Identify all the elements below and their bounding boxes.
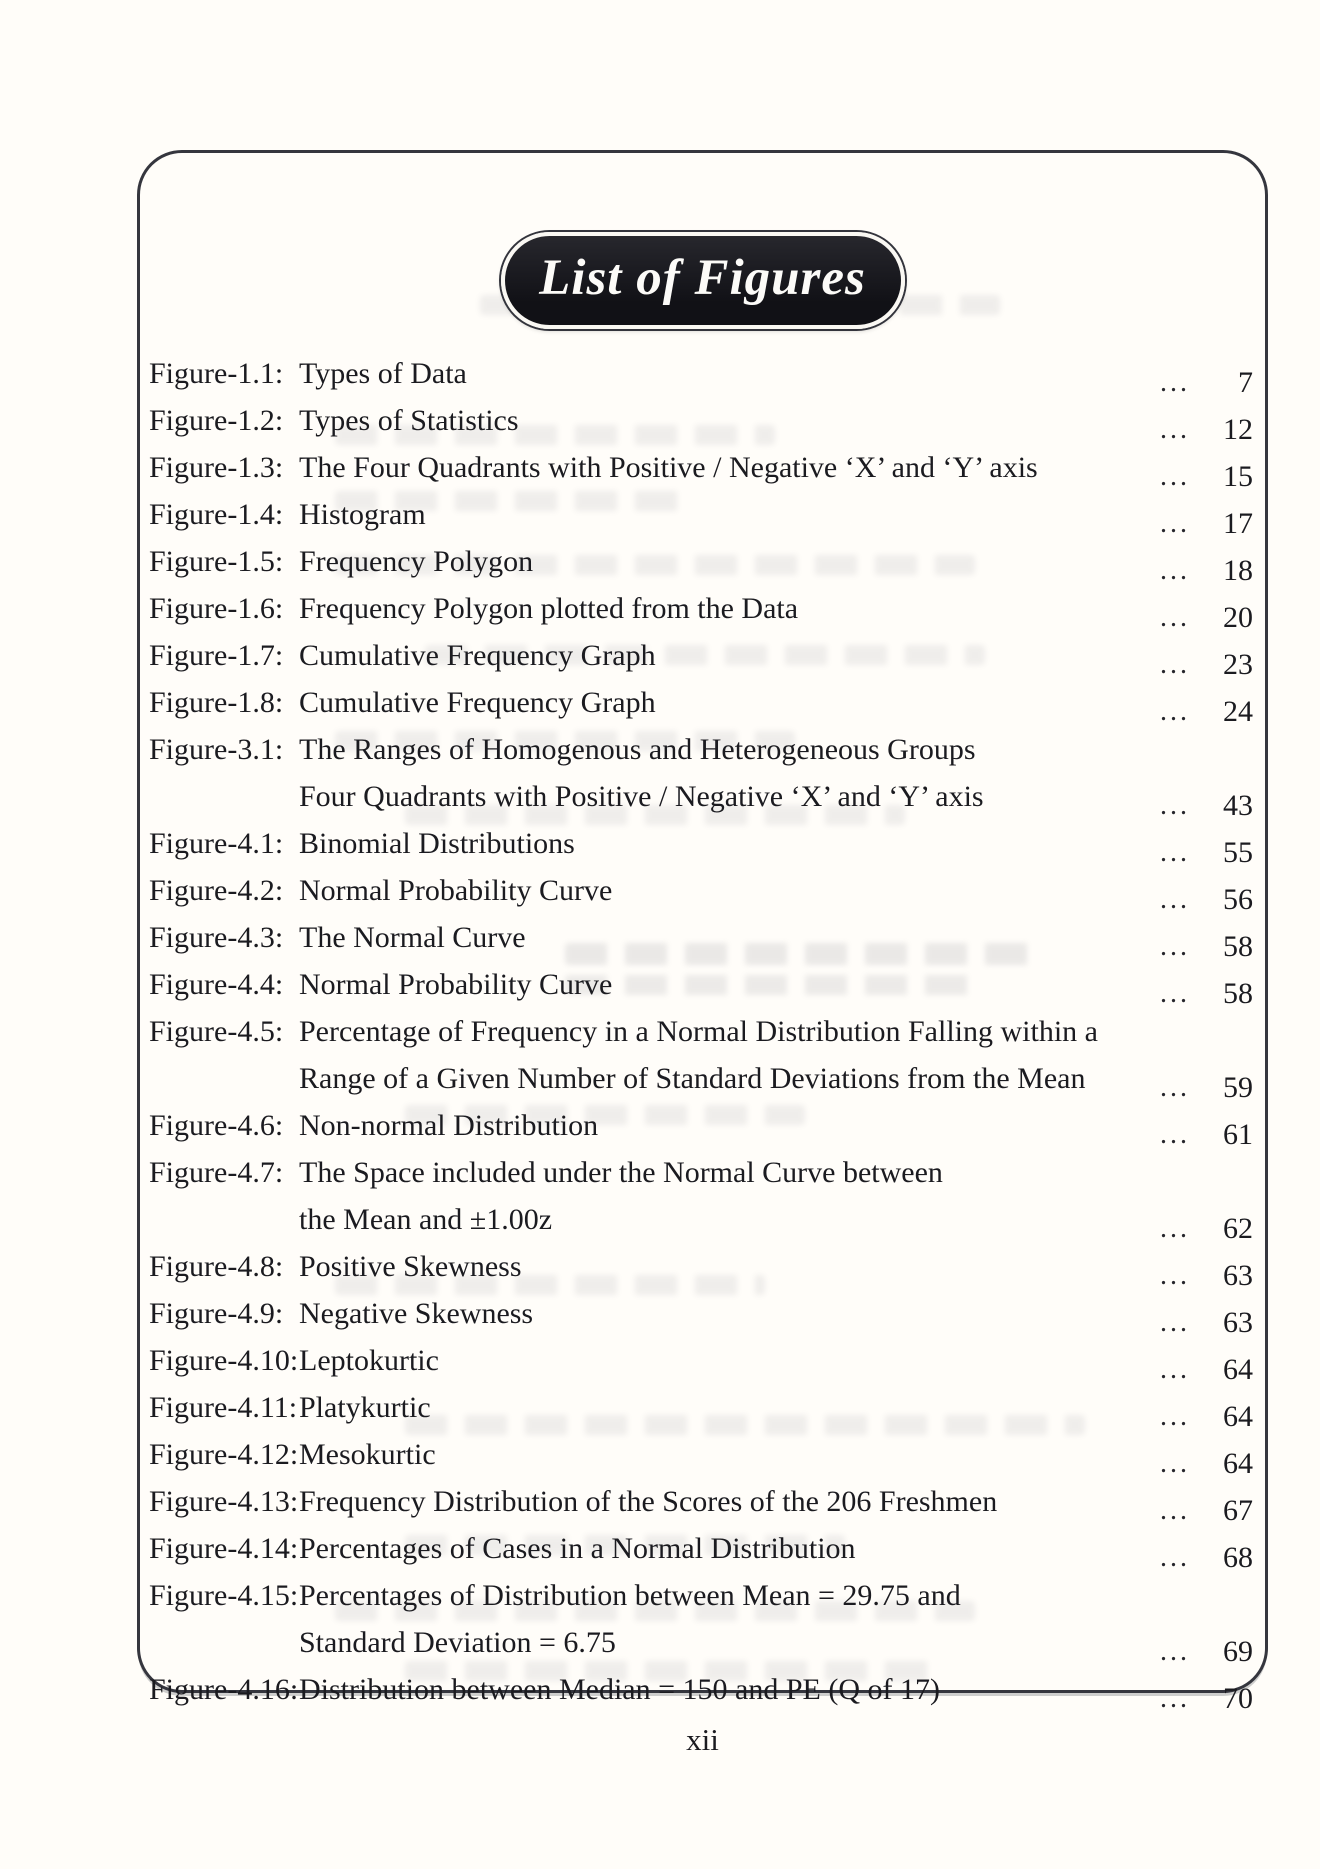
dots-leader: ... [1160,978,1190,1009]
figure-title [299,1384,1139,1431]
dots-leader: ... [1160,602,1190,633]
page-number: 62 [1223,1212,1253,1245]
figure-title-line: Binomial Distributions [299,827,575,860]
page-number: 58 [1223,930,1253,963]
figure-entry-row [149,1102,1253,1149]
figure-entry-row [149,679,1253,726]
figure-label: Figure-4.13: [149,1485,299,1518]
page-number: 7 [1238,366,1253,399]
figure-label: Figure-4.5: [149,1015,284,1048]
dots-leader: ... [1160,414,1190,445]
page-number: 43 [1223,789,1253,822]
page-number: 69 [1223,1635,1253,1668]
figure-title-line: The Ranges of Homogenous and Heterogeneous Groups [299,733,976,766]
figure-title [299,350,1139,397]
figure-entry-row [149,350,1253,397]
dots-leader: ... [1160,1495,1190,1526]
dots-leader: ... [1160,1072,1190,1103]
figure-title-line: Negative Skewness [299,1297,534,1330]
figure-entry-row [149,444,1253,491]
figure-entry-row [149,726,1253,820]
figure-title [299,914,1139,961]
figure-entry-row [149,914,1253,961]
page-number: 64 [1223,1447,1253,1480]
figure-title-line: Normal Probability Curve [299,968,613,1001]
figure-title [299,1525,1139,1572]
dots-leader: ... [1160,884,1190,915]
page-number: 61 [1223,1118,1253,1151]
figure-title-line: Cumulative Frequency Graph [299,639,656,672]
dots-leader: ... [1160,1683,1190,1714]
dots-leader: ... [1160,1260,1190,1291]
figure-label: Figure-4.15: [149,1579,299,1612]
figure-title [299,397,1139,444]
dots-leader: ... [1160,931,1190,962]
figure-label: Figure-4.1: [149,827,284,860]
figure-label: Figure-4.7: [149,1156,284,1189]
figure-label: Figure-3.1: [149,733,284,766]
figure-label: Figure-4.2: [149,874,284,907]
figure-entry-row [149,1525,1253,1572]
figure-label: Figure-4.11: [149,1391,298,1424]
dots-leader: ... [1160,508,1190,539]
dots-leader: ... [1160,1354,1190,1385]
page-number: 15 [1223,460,1253,493]
figure-entry-row [149,867,1253,914]
figure-title [299,1149,1139,1243]
page-number: 55 [1223,836,1253,869]
page-title [501,232,905,329]
figure-entry-row [149,397,1253,444]
figure-entry-row [149,1431,1253,1478]
dots-leader: ... [1160,1542,1190,1573]
figure-title [299,1008,1139,1102]
figure-label: Figure-4.12: [149,1438,299,1471]
dots-leader: ... [1160,790,1190,821]
figure-title-line: Frequency Polygon [299,545,534,578]
figure-title [299,1337,1139,1384]
figure-label: Figure-4.6: [149,1109,284,1142]
figure-entry-row [149,585,1253,632]
figure-list [140,350,1265,1713]
figure-title [299,538,1139,585]
figure-title-line: Normal Probability Curve [299,874,613,907]
figure-title [299,820,1139,867]
figure-label: Figure-4.10: [149,1344,299,1377]
figure-title [299,961,1139,1008]
dots-leader: ... [1160,696,1190,727]
figure-title [299,1290,1139,1337]
dots-leader: ... [1160,461,1190,492]
figure-label: Figure-4.9: [149,1297,284,1330]
figure-title [299,1243,1139,1290]
figure-title-line: Four Quadrants with Positive / Negative ‘X’ and ‘Y’ axis [299,780,984,813]
figure-entry-row [149,1384,1253,1431]
figure-title [299,867,1139,914]
figure-title-line: the Mean and ±1.00z [299,1203,553,1236]
figure-title-line: Non-normal Distribution [299,1109,599,1142]
figure-title [299,1572,1139,1666]
figure-title [299,585,1139,632]
figure-entry-row [149,1290,1253,1337]
figure-entry-row [149,1666,1253,1713]
page-number: 67 [1223,1494,1253,1527]
figure-title-line: Standard Deviation = 6.75 [299,1626,616,1659]
figure-entry-row [149,1149,1253,1243]
figure-title [299,491,1139,538]
figure-title-line: Percentage of Frequency in a Normal Distribution Falling within a [299,1015,1098,1048]
figure-title-line: Percentages of Distribution between Mean = 29.75 and [299,1579,961,1612]
page-title-text: List of Figures [539,249,866,306]
figure-label: Figure-4.14: [149,1532,299,1565]
figure-label: Figure-1.8: [149,686,284,719]
figure-entry-row [149,961,1253,1008]
figure-title [299,679,1139,726]
figure-label: Figure-4.3: [149,921,284,954]
page-number: 12 [1223,413,1253,446]
dots-leader: ... [1160,649,1190,680]
figure-label: Figure-4.8: [149,1250,284,1283]
figure-entry-row [149,1243,1253,1290]
figure-title [299,1431,1139,1478]
figure-label: Figure-1.6: [149,592,284,625]
figure-title-line: The Four Quadrants with Positive / Negative ‘X’ and ‘Y’ axis [299,451,1038,484]
page-number: 20 [1223,601,1253,634]
figure-title-line: Mesokurtic [299,1438,436,1471]
page-number: 63 [1223,1259,1253,1292]
figure-title-line: Percentages of Cases in a Normal Distribution [299,1532,856,1565]
figure-label: Figure-4.4: [149,968,284,1001]
dots-leader: ... [1160,1307,1190,1338]
page-number: 70 [1223,1682,1253,1715]
figure-title [299,1666,1139,1713]
figure-title-line: The Space included under the Normal Curve between [299,1156,943,1189]
figure-title-line: Platykurtic [299,1391,431,1424]
figure-entry-row [149,1478,1253,1525]
figure-entry-row [149,1572,1253,1666]
figure-title-line: Types of Statistics [299,404,519,437]
dots-leader: ... [1160,837,1190,868]
dots-leader: ... [1160,1401,1190,1432]
figure-label: Figure-1.5: [149,545,284,578]
page-number: 59 [1223,1071,1253,1104]
figure-entry-row [149,632,1253,679]
dots-leader: ... [1160,1119,1190,1150]
figure-label: Figure-1.4: [149,498,284,531]
figure-title-line: Frequency Polygon plotted from the Data [299,592,799,625]
figure-title-line: The Normal Curve [299,921,526,954]
page-number: 68 [1223,1541,1253,1574]
page-number: 24 [1223,695,1253,728]
dots-leader: ... [1160,1636,1190,1667]
dots-leader: ... [1160,1213,1190,1244]
figure-title [299,726,1139,820]
page-number: 64 [1223,1353,1253,1386]
figure-title [299,1478,1139,1525]
figure-title-line: Positive Skewness [299,1250,522,1283]
dots-leader: ... [1160,1448,1190,1479]
figure-entry-row [149,820,1253,867]
figure-title-line: Range of a Given Number of Standard Deviations from the Mean [299,1062,1086,1095]
figure-title-line: Distribution between Median = 150 and PE (Q of 17) [299,1673,940,1706]
figure-entry-row [149,1337,1253,1384]
figure-label: Figure-1.3: [149,451,284,484]
figure-title-line: Cumulative Frequency Graph [299,686,656,719]
page-number: 64 [1223,1400,1253,1433]
page-number: 58 [1223,977,1253,1010]
figure-label: Figure-1.1: [149,357,284,390]
dots-leader: ... [1160,367,1190,398]
figure-label: Figure-1.7: [149,639,284,672]
figure-title-line: Leptokurtic [299,1344,439,1377]
dots-leader: ... [1160,555,1190,586]
page-number: 23 [1223,648,1253,681]
figure-title [299,1102,1139,1149]
page-number: 18 [1223,554,1253,587]
figure-title [299,444,1139,491]
figure-title [299,632,1139,679]
figure-title-line: Frequency Distribution of the Scores of the 206 Freshmen [299,1485,998,1518]
figure-title-line: Types of Data [299,357,467,390]
figure-entry-row [149,1008,1253,1102]
content-border-box [137,150,1268,1715]
figure-entry-row [149,491,1253,538]
page-number-footer: xii [686,1722,719,1757]
figure-label: Figure-1.2: [149,404,284,437]
figure-entry-row [149,538,1253,585]
page-number: 56 [1223,883,1253,916]
figure-title-line: Histogram [299,498,426,531]
page-number: 17 [1223,507,1253,540]
page-number: 63 [1223,1306,1253,1339]
figure-label: Figure-4.16: [149,1673,299,1706]
